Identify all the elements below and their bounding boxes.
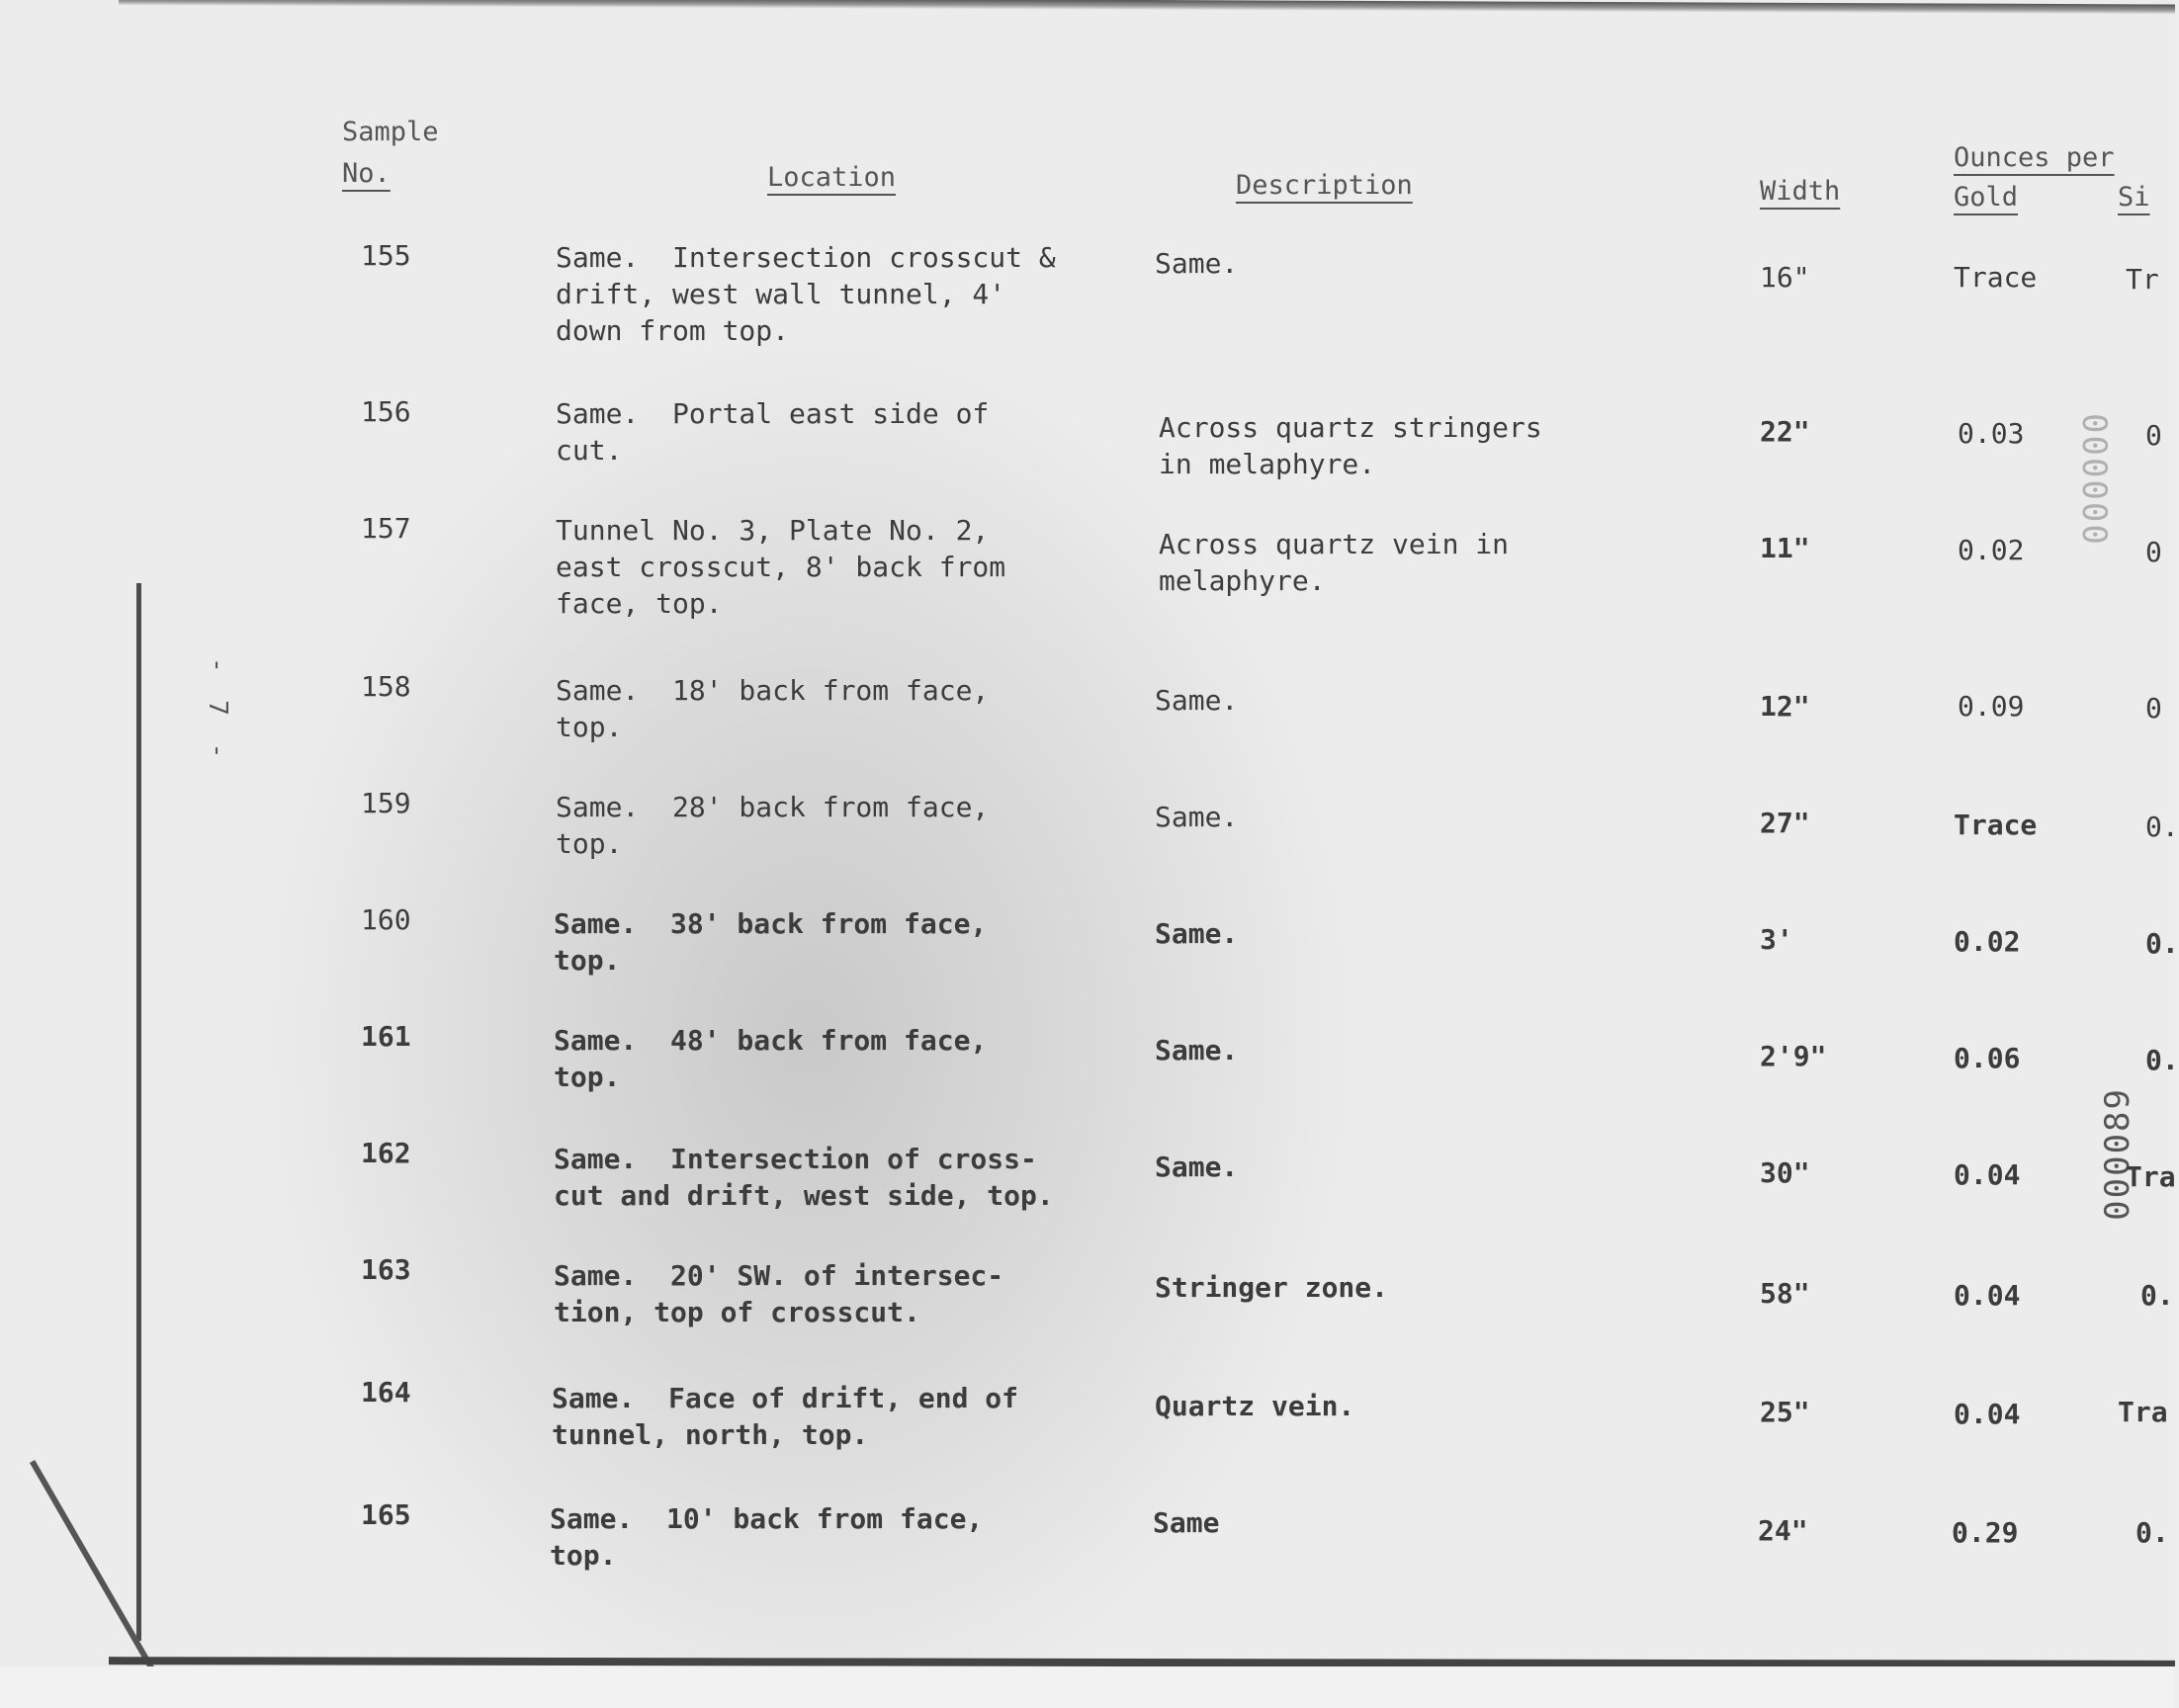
header-sample: Sample	[342, 117, 439, 147]
description-cell: Same.	[1155, 1034, 1239, 1067]
sample-number: 162	[361, 1137, 411, 1169]
stamp-number-bottom: 000089	[2098, 1087, 2137, 1221]
location-cell: Same. 10' back from face, top.	[550, 1502, 984, 1572]
location-cell: Same. 48' back from face, top.	[554, 1024, 988, 1093]
sample-number: 165	[361, 1498, 411, 1531]
width-cell: 16"	[1760, 261, 1810, 294]
description-cell: Same.	[1155, 801, 1239, 833]
header-location: Location	[767, 162, 897, 193]
gold-cell: 0.02	[1958, 534, 2025, 566]
sample-number: 155	[361, 239, 411, 272]
silver-cell: Tr	[2126, 263, 2159, 296]
background-below-page	[0, 1666, 2175, 1708]
top-edge	[119, 0, 2175, 15]
location-cell: Same. 20' SW. of intersec- tion, top of crosscut.	[554, 1259, 1004, 1328]
width-cell: 22"	[1760, 415, 1810, 448]
width-cell: 11"	[1760, 532, 1810, 564]
location-cell: Same. Portal east side of cut.	[556, 397, 990, 467]
header-width: Width	[1760, 176, 1841, 207]
gold-cell: Trace	[1954, 261, 2038, 294]
width-cell: 2'9"	[1760, 1040, 1827, 1072]
width-cell: 12"	[1760, 690, 1810, 723]
description-cell: Same.	[1155, 917, 1239, 950]
location-cell: Same. Face of drift, end of tunnel, north, top.	[552, 1382, 1019, 1451]
header-silver: Si	[2118, 182, 2150, 213]
gold-cell: 0.09	[1958, 690, 2025, 723]
width-cell: 3'	[1760, 923, 1793, 956]
silver-cell: Tra	[2126, 1160, 2176, 1193]
description-cell: Quartz vein.	[1155, 1390, 1355, 1422]
left-margin-rule	[136, 583, 141, 1641]
silver-cell: 0.	[2145, 927, 2179, 960]
location-cell: Same. 38' back from face, top.	[554, 907, 988, 977]
location-cell: Tunnel No. 3, Plate No. 2, east crosscut, 8' back from face, top.	[556, 514, 1006, 620]
sample-number: 157	[361, 512, 411, 545]
header-ounces-per: Ounces per	[1954, 142, 2115, 173]
sample-number: 158	[361, 670, 411, 703]
sample-number: 163	[361, 1253, 411, 1286]
width-cell: 25"	[1760, 1396, 1810, 1428]
location-cell: Same. Intersection of cross- cut and drift, west side, top.	[554, 1143, 1054, 1212]
sample-number: 160	[361, 903, 411, 936]
description-cell: Across quartz stringers in melaphyre.	[1159, 411, 1542, 480]
gold-cell: 0.04	[1954, 1158, 2021, 1191]
width-cell: 27"	[1760, 807, 1810, 839]
sample-number: 156	[361, 395, 411, 428]
header-no: No.	[342, 158, 391, 189]
location-cell: Same. 18' back from face, top.	[556, 674, 990, 743]
description-cell: Stringer zone.	[1155, 1271, 1389, 1304]
gold-cell: 0.06	[1954, 1042, 2021, 1074]
width-cell: 30"	[1760, 1156, 1810, 1189]
location-cell: Same. Intersection crosscut & drift, west wall tunnel, 4' down from top.	[556, 241, 1056, 347]
width-cell: 24"	[1758, 1514, 1808, 1547]
gold-cell: Trace	[1954, 809, 2038, 841]
gold-cell: 0.04	[1954, 1398, 2021, 1430]
location-cell: Same. 28' back from face, top.	[556, 791, 990, 860]
stamp-number-top: 000000	[2074, 413, 2114, 547]
width-cell: 58"	[1760, 1277, 1810, 1310]
silver-cell: 0.	[2145, 1044, 2179, 1076]
gold-cell: 0.29	[1952, 1516, 2019, 1549]
silver-cell: 0	[2145, 419, 2162, 452]
description-cell: Same.	[1155, 684, 1239, 717]
description-cell: Same.	[1155, 1151, 1239, 1183]
silver-cell: 0.	[2135, 1516, 2169, 1549]
description-cell: Across quartz vein in melaphyre.	[1159, 528, 1510, 597]
silver-cell: Tra	[2118, 1396, 2168, 1428]
sample-number: 159	[361, 787, 411, 819]
silver-cell: 0.	[2140, 1279, 2174, 1312]
silver-cell: 0.	[2145, 811, 2179, 843]
gold-cell: 0.03	[1958, 417, 2025, 450]
header-gold: Gold	[1954, 182, 2019, 213]
description-cell: Same.	[1155, 247, 1239, 280]
header-description: Description	[1236, 170, 1413, 201]
gold-cell: 0.02	[1954, 925, 2021, 958]
sample-number: 161	[361, 1020, 411, 1053]
description-cell: Same	[1153, 1506, 1220, 1539]
page-number-mark: - 7 -	[203, 657, 232, 765]
silver-cell: 0	[2145, 536, 2162, 568]
folded-corner	[30, 1460, 163, 1685]
silver-cell: 0	[2145, 692, 2162, 725]
sample-number: 164	[361, 1376, 411, 1409]
gold-cell: 0.04	[1954, 1279, 2021, 1312]
